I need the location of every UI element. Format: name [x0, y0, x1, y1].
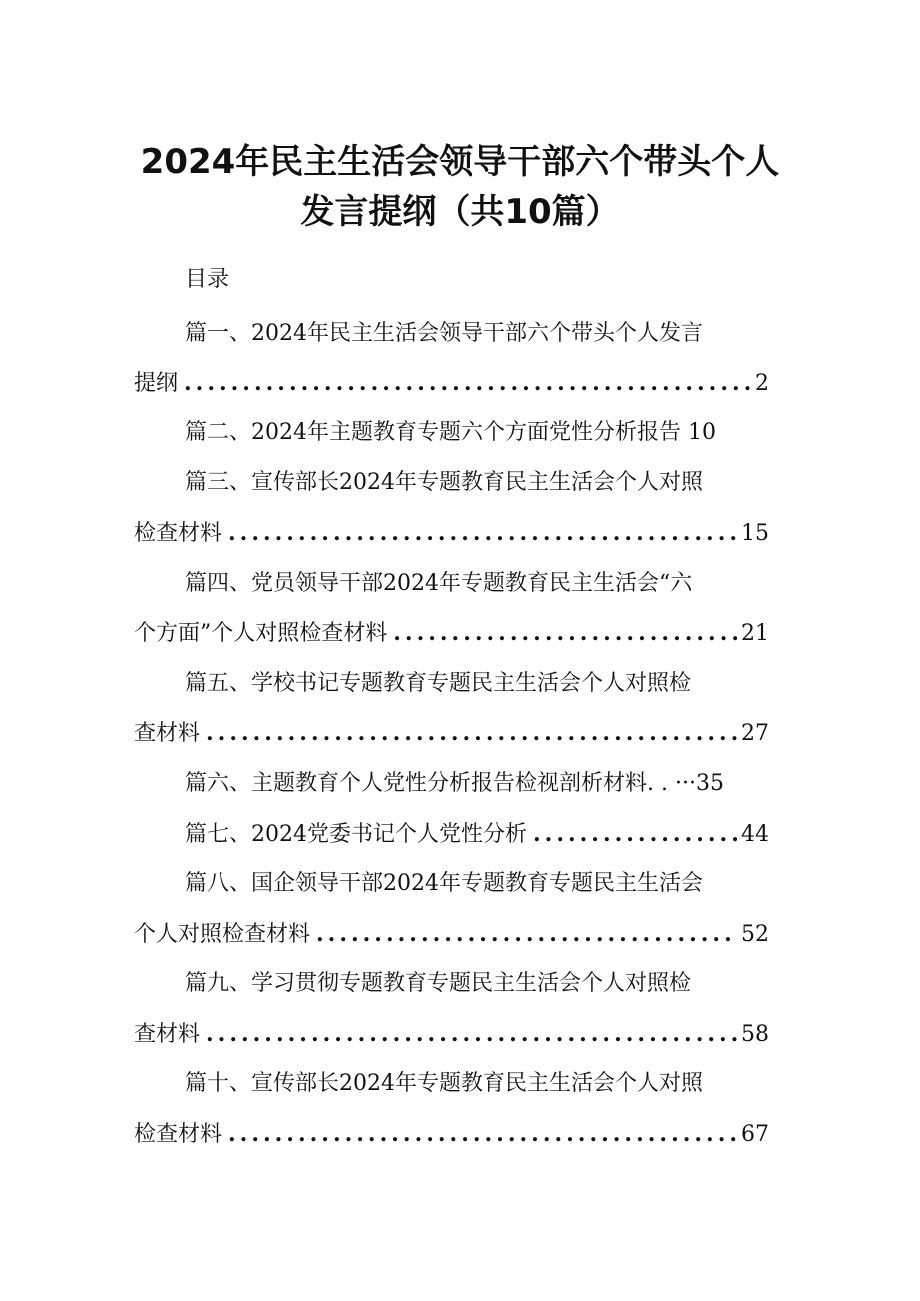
toc-entry-10-title[interactable]: 篇十、宣传部长2024年专题教育民主生活会个人对照 [185, 1071, 703, 1096]
dot-leader [316, 918, 737, 950]
document-title-line-2: 发言提纲（共10篇） [300, 192, 620, 232]
dot-leader [206, 1018, 737, 1050]
toc-heading: 目录 [185, 267, 230, 292]
toc-entry-5-title[interactable]: 篇五、学校书记专题教育专题民主生活会个人对照检 [185, 671, 692, 696]
toc-entry-4-page: 21 [741, 621, 769, 646]
toc-entry-9-continuation[interactable] [134, 1018, 769, 1051]
toc-entry-10-page: 67 [741, 1122, 769, 1147]
toc-entry-2-title[interactable]: 篇二、2024年主题教育专题六个方面党性分析报告 10 [185, 420, 716, 445]
dot-leader [533, 818, 737, 850]
toc-entry-9-title-cont: 查材料 [134, 1022, 201, 1047]
toc-entry-4-title-cont: 个方面”个人对照检查材料 [134, 621, 388, 646]
toc-entry-7-title: 篇七、2024党委书记个人党性分析 [185, 822, 527, 847]
document-title-line-1: 2024年民主生活会领导干部六个带头个人 [140, 142, 780, 182]
toc-entry-8-page: 52 [741, 922, 769, 947]
dot-leader [228, 1118, 737, 1150]
toc-entry-8-title-cont: 个人对照检查材料 [134, 922, 311, 947]
toc-entry-5-continuation[interactable] [134, 717, 769, 750]
toc-entry-7-page: 44 [741, 822, 769, 847]
toc-entry-7[interactable] [185, 818, 769, 851]
toc-entry-3-title[interactable]: 篇三、宣传部长2024年专题教育民主生活会个人对照 [185, 470, 703, 495]
toc-entry-1-page: 2 [755, 371, 769, 396]
dot-leader [393, 617, 737, 649]
toc-entry-5-page: 27 [741, 721, 769, 746]
toc-entry-6-title[interactable]: 篇六、主题教育个人党性分析报告检视剖析材料. . ···35 [185, 771, 724, 796]
toc-entry-9-title[interactable]: 篇九、学习贯彻专题教育专题民主生活会个人对照检 [185, 971, 692, 996]
dot-leader [228, 517, 737, 549]
toc-entry-10-continuation[interactable] [134, 1118, 769, 1151]
toc-entry-3-title-cont: 检查材料 [134, 521, 223, 546]
dot-leader [184, 367, 751, 399]
toc-entry-8-continuation[interactable] [134, 918, 769, 951]
toc-entry-10-title-cont: 检查材料 [134, 1122, 223, 1147]
toc-entry-1-continuation[interactable] [134, 367, 769, 400]
toc-entry-5-title-cont: 查材料 [134, 721, 201, 746]
toc-entry-8-title[interactable]: 篇八、国企领导干部2024年专题教育专题民主生活会 [185, 871, 703, 896]
toc-entry-9-page: 58 [741, 1022, 769, 1047]
toc-entry-3-continuation[interactable] [134, 517, 769, 550]
dot-leader [206, 717, 737, 749]
toc-entry-4-continuation[interactable] [134, 617, 769, 650]
toc-entry-1-title[interactable]: 篇一、2024年民主生活会领导干部六个带头个人发言 [185, 321, 703, 346]
toc-entry-4-title[interactable]: 篇四、党员领导干部2024年专题教育民主生活会“六 [185, 571, 693, 596]
toc-entry-3-page: 15 [741, 521, 769, 546]
toc-entry-1-title-cont: 提纲 [134, 371, 179, 396]
